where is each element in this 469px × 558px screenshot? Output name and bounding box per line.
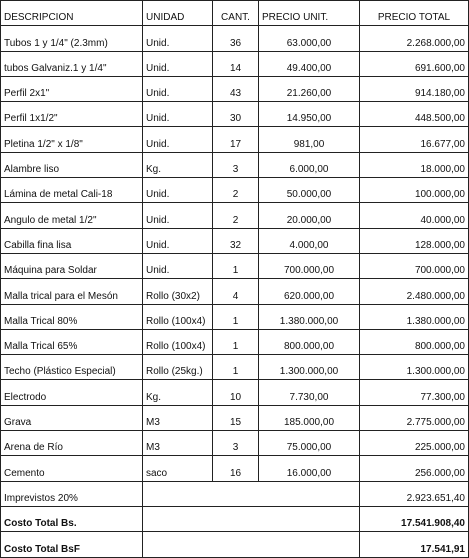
item-total-price: 800.000,00 (360, 329, 469, 354)
item-unit: Unid. (143, 26, 213, 51)
item-quantity: 2 (213, 178, 259, 203)
item-total-price: 18.000,00 (360, 152, 469, 177)
table-row (1, 405, 469, 430)
summary-label: Costo Total Bs. (1, 506, 143, 531)
item-unit-price: 7.730,00 (259, 380, 360, 405)
item-description: Alambre liso (1, 152, 143, 177)
item-unit: Unid. (143, 203, 213, 228)
summary-gap (143, 506, 360, 531)
item-quantity: 4 (213, 279, 259, 304)
table-row (1, 178, 469, 203)
item-unit-price: 185.000,00 (259, 405, 360, 430)
item-total-price: 225.000,00 (360, 431, 469, 456)
item-total-price: 256.000,00 (360, 456, 469, 481)
item-description: Máquina para Soldar (1, 253, 143, 278)
item-unit: Rollo (100x4) (143, 329, 213, 354)
item-unit-price: 21.260,00 (259, 76, 360, 101)
item-unit: Rollo (30x2) (143, 279, 213, 304)
item-quantity: 2 (213, 203, 259, 228)
item-unit: Unid. (143, 76, 213, 101)
header-precio-total: PRECIO TOTAL (360, 1, 469, 26)
item-description: Perfil 1x1/2" (1, 102, 143, 127)
table-row (1, 329, 469, 354)
item-unit-price: 49.400,00 (259, 51, 360, 76)
item-unit: Unid. (143, 253, 213, 278)
summary-gap (143, 532, 360, 557)
table-row (1, 228, 469, 253)
item-description: Malla Trical 80% (1, 304, 143, 329)
item-unit: Kg. (143, 152, 213, 177)
item-total-price: 1.380.000,00 (360, 304, 469, 329)
item-description: Malla Trical 65% (1, 329, 143, 354)
budget-table-body (1, 1, 469, 558)
item-unit-price: 6.000,00 (259, 152, 360, 177)
header-precio-unit: PRECIO UNIT. (259, 1, 360, 26)
table-row (1, 253, 469, 278)
item-quantity: 1 (213, 329, 259, 354)
table-row (1, 102, 469, 127)
item-unit-price: 1.380.000,00 (259, 304, 360, 329)
item-quantity: 30 (213, 102, 259, 127)
item-unit-price: 620.000,00 (259, 279, 360, 304)
item-quantity: 10 (213, 380, 259, 405)
item-unit: Unid. (143, 127, 213, 152)
summary-gap (143, 481, 360, 506)
summary-value: 17.541.908,40 (360, 506, 469, 531)
item-unit: saco (143, 456, 213, 481)
table-row (1, 26, 469, 51)
item-unit: Unid. (143, 178, 213, 203)
item-total-price: 77.300,00 (360, 380, 469, 405)
item-quantity: 32 (213, 228, 259, 253)
item-total-price: 40.000,00 (360, 203, 469, 228)
summary-row (1, 506, 469, 531)
item-unit-price: 20.000,00 (259, 203, 360, 228)
item-total-price: 2.480.000,00 (360, 279, 469, 304)
item-unit: Unid. (143, 51, 213, 76)
item-quantity: 3 (213, 152, 259, 177)
table-row (1, 279, 469, 304)
summary-value: 17.541,91 (360, 532, 469, 557)
item-description: Perfil 2x1" (1, 76, 143, 101)
header-cantidad: CANT. (213, 1, 259, 26)
item-unit: Unid. (143, 102, 213, 127)
table-row (1, 127, 469, 152)
item-quantity: 1 (213, 253, 259, 278)
header-unidad: UNIDAD (143, 1, 213, 26)
item-description: Grava (1, 405, 143, 430)
item-total-price: 16.677,00 (360, 127, 469, 152)
item-unit-price: 1.300.000,00 (259, 355, 360, 380)
item-description: Lámina de metal Cali-18 (1, 178, 143, 203)
item-unit: M3 (143, 405, 213, 430)
table-row (1, 203, 469, 228)
item-quantity: 43 (213, 76, 259, 101)
item-description: Tubos 1 y 1/4" (2.3mm) (1, 26, 143, 51)
item-unit-price: 700.000,00 (259, 253, 360, 278)
item-total-price: 100.000,00 (360, 178, 469, 203)
table-row (1, 152, 469, 177)
item-quantity: 36 (213, 26, 259, 51)
item-quantity: 3 (213, 431, 259, 456)
item-description: Arena de Río (1, 431, 143, 456)
item-quantity: 15 (213, 405, 259, 430)
table-row (1, 304, 469, 329)
item-unit: Unid. (143, 228, 213, 253)
table-row (1, 51, 469, 76)
item-description: Techo (Plástico Especial) (1, 355, 143, 380)
summary-row (1, 481, 469, 506)
item-total-price: 914.180,00 (360, 76, 469, 101)
item-total-price: 691.600,00 (360, 51, 469, 76)
item-quantity: 16 (213, 456, 259, 481)
summary-value: 2.923.651,40 (360, 481, 469, 506)
item-unit-price: 14.950,00 (259, 102, 360, 127)
table-row (1, 76, 469, 101)
item-description: Electrodo (1, 380, 143, 405)
item-unit-price: 16.000,00 (259, 456, 360, 481)
table-row (1, 355, 469, 380)
item-description: Cemento (1, 456, 143, 481)
item-total-price: 448.500,00 (360, 102, 469, 127)
item-quantity: 14 (213, 51, 259, 76)
item-unit-price: 981,00 (259, 127, 360, 152)
summary-label: Costo Total BsF (1, 532, 143, 557)
item-total-price: 2.268.000,00 (360, 26, 469, 51)
header-row (1, 1, 469, 26)
item-quantity: 17 (213, 127, 259, 152)
table-row (1, 380, 469, 405)
item-description: tubos Galvaniz.1 y 1/4" (1, 51, 143, 76)
item-description: Angulo de metal 1/2" (1, 203, 143, 228)
table-row (1, 456, 469, 481)
table-row (1, 431, 469, 456)
item-unit-price: 800.000,00 (259, 329, 360, 354)
item-unit-price: 63.000,00 (259, 26, 360, 51)
item-unit-price: 75.000,00 (259, 431, 360, 456)
item-total-price: 700.000,00 (360, 253, 469, 278)
item-total-price: 1.300.000,00 (360, 355, 469, 380)
summary-label: Imprevistos 20% (1, 481, 143, 506)
item-unit: M3 (143, 431, 213, 456)
item-unit: Kg. (143, 380, 213, 405)
item-quantity: 1 (213, 304, 259, 329)
item-unit-price: 50.000,00 (259, 178, 360, 203)
item-unit: Rollo (100x4) (143, 304, 213, 329)
item-description: Pletina 1/2" x 1/8" (1, 127, 143, 152)
item-description: Malla trical para el Mesón (1, 279, 143, 304)
item-quantity: 1 (213, 355, 259, 380)
item-unit: Rollo (25kg.) (143, 355, 213, 380)
item-unit-price: 4.000,00 (259, 228, 360, 253)
item-total-price: 128.000,00 (360, 228, 469, 253)
header-descripcion: DESCRIPCION (1, 1, 143, 26)
item-description: Cabilla fina lisa (1, 228, 143, 253)
summary-row (1, 532, 469, 557)
item-total-price: 2.775.000,00 (360, 405, 469, 430)
